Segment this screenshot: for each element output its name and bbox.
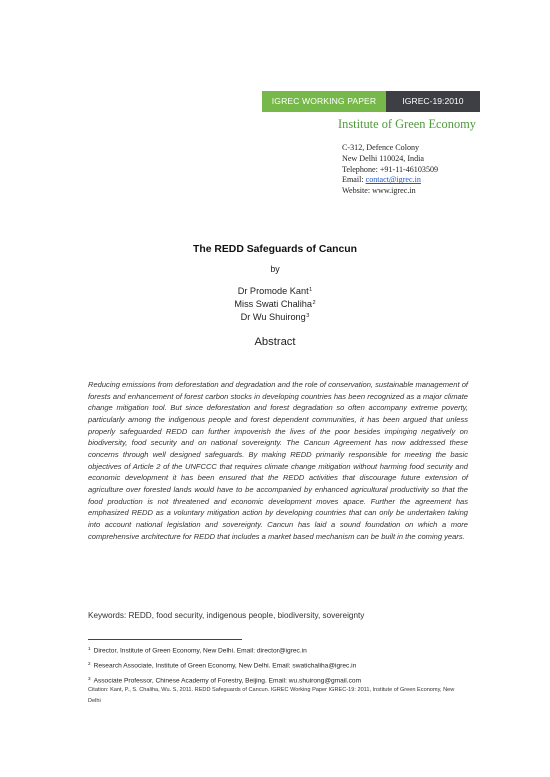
footnote-mark: 2 xyxy=(88,660,91,666)
abstract-heading: Abstract xyxy=(254,336,296,348)
banner-paper-id: IGREC-19:2010 xyxy=(386,91,480,112)
footnote-mark: 1 xyxy=(309,287,313,293)
citation: Citation: Kant, P., S. Chaliha, Wu. S, 2011. REDD Safeguards of Cancun. IGREC Working Paper IGREC-19: 2011, Institute of Green Economy, New Delhi xyxy=(88,687,455,704)
telephone: Telephone: +91-11-46103509 xyxy=(342,164,439,174)
footnote-text: Research Associate, Institute of Green Economy, New Delhi. Email: swatichaliha@igrec.in xyxy=(93,662,357,670)
footnote-mark: 3 xyxy=(88,675,91,681)
author xyxy=(0,310,550,323)
working-paper-banner xyxy=(262,91,480,112)
footnote-mark: 3 xyxy=(306,313,310,320)
email-label: Email: xyxy=(342,175,366,185)
author-name: Miss Swati Chaliha xyxy=(234,299,312,310)
institute-name: Institute of Green Economy xyxy=(338,117,476,131)
keywords: Keywords: REDD, food security, indigenous people, biodiversity, sovereignty xyxy=(88,611,365,620)
author-name: Dr Promode Kant xyxy=(237,286,309,296)
abstract-text: Reducing emissions from deforestation and degradation and the role of conservation, sustainable management of forests and enhancement of forest carbon stocks in developing countries has been recognized as a major climate change mitigation tool. But since deforestation and forest degradation so often accompany extreme poverty, particularly among the indigenous people and forest dependent communities, it has been argued that unless properly safeguarded REDD can further impoverish the lives of the poor besides impinging negatively on biodiversity, food security and on national sovereignty. The Cancun Agreement has now addressed these concerns through well designed safeguards. By making REDD primarily responsible for meeting the basic objectives of Article 2 of the UNFCCC that requires climate change mitigation without harming food security and economic development it has been ensured that the REDD activities that discourage future extension of agriculture over forested lands would have to be accompanied by enhanced agricultural productivity so that the food production is not threatened and economic development moves apace. Further the agreement has emphasized REDD as a voluntary mitigation action by developing countries that can only be undertaken taking into account national legislation and sovereignty. Cancun has laid a sound foundation on which a more comprehensive architecture for REDD that includes a market based mechanism can be built in the coming years. xyxy=(88,380,468,541)
author-name: Dr Wu Shuirong xyxy=(240,312,306,323)
footnote-text: Director, Institute of Green Economy, New Delhi. Email: director@igrec.in xyxy=(93,647,307,655)
footnote-mark: 2 xyxy=(312,300,316,307)
author-list xyxy=(0,284,550,324)
footnote xyxy=(88,643,488,658)
footnote xyxy=(88,658,488,673)
footnote-divider xyxy=(88,639,242,640)
footnote-text: Associate Professor, Chinese Academy of Forestry, Beijing. Email: wu.shuirong@gmail.com xyxy=(93,677,362,685)
address-line-2: New Delhi 110024, India xyxy=(342,153,424,163)
address-line-1: C-312, Defence Colony xyxy=(342,143,420,152)
author xyxy=(0,284,550,297)
email-link[interactable]: contact@igrec.in xyxy=(365,175,421,185)
website: Website: www.igrec.in xyxy=(342,186,416,196)
institute-address-block xyxy=(342,143,438,197)
author xyxy=(0,297,550,310)
footnotes xyxy=(88,643,488,687)
paper-title: The REDD Safeguards of Cancun xyxy=(193,244,357,255)
by-label: by xyxy=(270,264,280,274)
email-line xyxy=(342,175,438,186)
footnote-mark: 1 xyxy=(88,646,91,651)
banner-series-label: IGREC WORKING PAPER xyxy=(262,91,386,112)
